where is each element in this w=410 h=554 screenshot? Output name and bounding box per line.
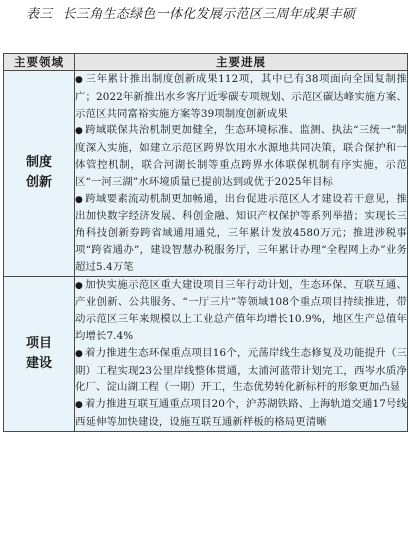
caption-label: 表三	[26, 7, 53, 22]
table-caption	[6, 4, 406, 26]
bullet-icon: ●	[75, 280, 84, 291]
progress-cell-institutional	[75, 71, 408, 277]
progress-text: 着力推进互联互通重点项目20个，沪苏湖铁路、上海轨道交通17号线西延伸等加快建设，设施互联互通新样板的格局更清晰	[75, 398, 408, 428]
progress-text: 着力推进生态环保重点项目16个，元荡岸线生态修复及功能提升（三期）工程实现23公里岸线整体贯通，太浦河蓝带计划完工，西岑水质净化厂、淀山湖工程（一期）开工，生态优势转化新标杆的形象更加凸显	[75, 346, 408, 394]
bullet-icon: ●	[75, 75, 84, 85]
progress-item	[75, 122, 407, 190]
area-label-line1: 制度	[25, 155, 52, 171]
header-progress: 主要进展	[75, 54, 408, 71]
progress-text: 三年累计推出制度创新成果112项，其中已有38项面向全国复制推广；2022年新推出水乡客厅近零碳专项规划、示范区碳达峰实施方案、示范区共同富裕实施方案等39项制度创新成果	[75, 73, 407, 120]
area-label-line2: 建设	[25, 355, 52, 371]
area-cell-institutional	[4, 71, 75, 277]
table-header-row	[4, 54, 408, 71]
progress-item	[75, 396, 407, 431]
progress-text: 跨域联保共治机制更加健全，生态环境标准、监测、执法“三统一”制度深入实施，如建立示范区跨界饮用水水源地共同决策，联合保护和一体管控机制，联合河湖长制等重点跨界水体联保机制有序实施，示范区“一河三湖”水环境质量已提前达到或优于2025年目标	[75, 124, 407, 188]
progress-item	[75, 345, 407, 396]
caption-title: 长三角生态绿色一体化发展示范区三周年成果丰硕	[62, 7, 356, 22]
area-label-line2: 创新	[25, 175, 52, 191]
progress-cell-projects	[75, 276, 408, 431]
progress-text: 加快实施示范区重大建设项目三年行动计划，生态环保、互联互通、产业创新、公共服务、“一厅三片”等领域108个重点项目持续推进，带动示范区三年来规模以上工业总产值年均增长10.9%，地区生产总值年均增长7.4%	[75, 278, 408, 342]
bullet-icon: ●	[75, 348, 84, 359]
progress-item	[75, 71, 407, 122]
progress-item	[75, 191, 407, 276]
area-label-line1: 项目	[25, 335, 52, 351]
achievements-table	[3, 53, 408, 432]
area-cell-projects	[4, 276, 75, 431]
bullet-icon: ●	[75, 194, 84, 205]
table-row	[4, 71, 408, 277]
table-row	[4, 276, 408, 431]
progress-text: 跨域要素流动机制更加畅通，出台促进示范区人才建设若干意见，推出加快数字经济发展、科创金融、知识产权保护等系列举措；实现长三角科技创新券跨省域通用通兑，三年累计发放4580万元；推进涉税事项“跨省通办”，建设智慧办税服务厅，三年累计办理“全程网上办”业务超过5.4万笔	[75, 192, 408, 273]
bullet-icon: ●	[75, 126, 84, 137]
header-area: 主要领域	[4, 54, 75, 71]
progress-item	[75, 277, 407, 345]
bullet-icon: ●	[75, 400, 84, 411]
